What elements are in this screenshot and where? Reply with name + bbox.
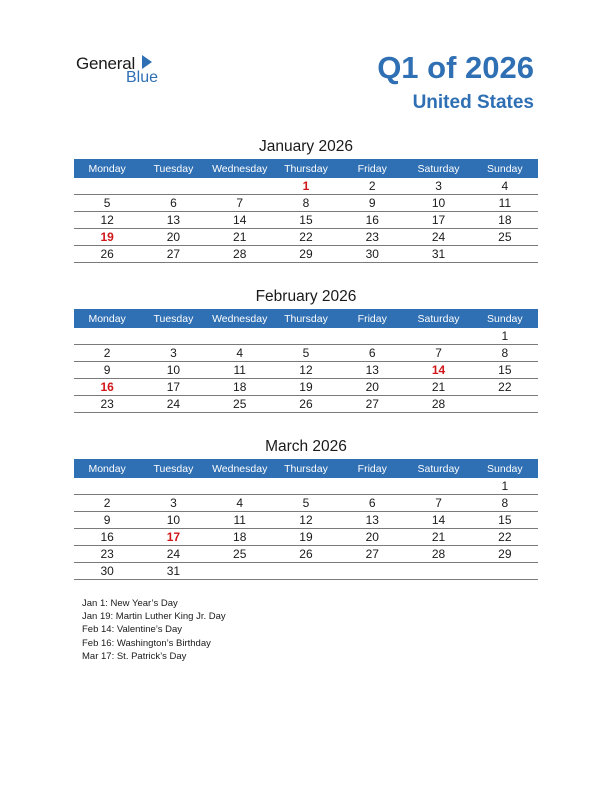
day-cell <box>339 328 405 345</box>
week-row <box>74 212 538 229</box>
holiday-item: Mar 17: St. Patrick’s Day <box>82 650 187 662</box>
weekday-header: Saturday <box>405 459 471 478</box>
day-cell: 5 <box>273 345 339 362</box>
day-cell: 11 <box>207 362 273 379</box>
holiday-day-cell: 17 <box>140 529 206 546</box>
day-cell: 22 <box>273 229 339 246</box>
month-title: March 2026 <box>265 438 347 455</box>
day-cell: 8 <box>472 495 538 512</box>
day-cell: 22 <box>472 379 538 396</box>
day-cell <box>74 478 140 495</box>
day-cell: 6 <box>339 345 405 362</box>
day-cell: 16 <box>339 212 405 229</box>
calendar-table <box>74 459 538 580</box>
day-cell <box>405 563 471 580</box>
day-cell: 18 <box>472 212 538 229</box>
weekday-header: Friday <box>339 309 405 328</box>
holiday-day-cell: 1 <box>273 178 339 195</box>
day-cell <box>273 563 339 580</box>
day-cell: 7 <box>405 345 471 362</box>
day-cell: 24 <box>405 229 471 246</box>
weekday-header: Wednesday <box>207 159 273 178</box>
holiday-item: Jan 19: Martin Luther King Jr. Day <box>82 611 226 623</box>
month-march <box>74 436 538 580</box>
day-cell: 31 <box>140 563 206 580</box>
country-name: United States <box>412 92 534 113</box>
weekday-header: Sunday <box>472 459 538 478</box>
day-cell: 31 <box>405 246 471 263</box>
day-cell: 30 <box>339 246 405 263</box>
day-cell: 15 <box>472 512 538 529</box>
day-cell: 10 <box>140 512 206 529</box>
day-cell: 14 <box>405 512 471 529</box>
logo-general-text: General <box>76 54 136 73</box>
logo-triangle-icon <box>142 55 152 69</box>
week-row <box>74 362 538 379</box>
weekday-header-row <box>74 309 538 328</box>
day-cell: 20 <box>339 379 405 396</box>
weekday-header: Wednesday <box>207 459 273 478</box>
week-row <box>74 379 538 396</box>
weekday-header: Monday <box>74 159 140 178</box>
day-cell: 5 <box>273 495 339 512</box>
day-cell: 23 <box>74 546 140 563</box>
day-cell: 24 <box>140 546 206 563</box>
day-cell <box>207 328 273 345</box>
week-row <box>74 246 538 263</box>
month-january <box>74 136 538 263</box>
week-row <box>74 178 538 195</box>
day-cell: 17 <box>405 212 471 229</box>
day-cell: 30 <box>74 563 140 580</box>
day-cell: 29 <box>472 546 538 563</box>
week-row <box>74 546 538 563</box>
day-cell <box>472 563 538 580</box>
day-cell <box>140 478 206 495</box>
holiday-item: Feb 16: Washington’s Birthday <box>82 637 211 649</box>
day-cell <box>472 396 538 413</box>
day-cell <box>339 563 405 580</box>
day-cell <box>405 328 471 345</box>
day-cell: 26 <box>273 546 339 563</box>
day-cell <box>207 478 273 495</box>
weekday-header: Saturday <box>405 159 471 178</box>
weekday-header: Tuesday <box>140 459 206 478</box>
holiday-day-cell: 14 <box>405 362 471 379</box>
month-title: February 2026 <box>255 288 357 305</box>
holiday-day-cell: 19 <box>74 229 140 246</box>
day-cell: 10 <box>405 195 471 212</box>
day-cell: 21 <box>207 229 273 246</box>
day-cell: 2 <box>74 345 140 362</box>
weekday-header-row <box>74 159 538 178</box>
holiday-item: Jan 1: New Year’s Day <box>82 598 178 609</box>
day-cell: 4 <box>207 345 273 362</box>
day-cell: 21 <box>405 529 471 546</box>
day-cell: 16 <box>74 529 140 546</box>
day-cell: 7 <box>207 195 273 212</box>
day-cell: 9 <box>74 362 140 379</box>
day-cell: 6 <box>339 495 405 512</box>
day-cell: 12 <box>273 512 339 529</box>
day-cell: 25 <box>207 396 273 413</box>
week-row <box>74 396 538 413</box>
day-cell: 28 <box>207 246 273 263</box>
day-cell: 23 <box>339 229 405 246</box>
weekday-header: Sunday <box>472 159 538 178</box>
weekday-header: Wednesday <box>207 309 273 328</box>
weekday-header: Thursday <box>273 159 339 178</box>
week-row <box>74 328 538 345</box>
day-cell <box>207 563 273 580</box>
day-cell: 29 <box>273 246 339 263</box>
day-cell: 26 <box>74 246 140 263</box>
month-february <box>74 286 538 413</box>
day-cell: 1 <box>472 328 538 345</box>
holiday-day-cell: 16 <box>74 379 140 396</box>
day-cell: 22 <box>472 529 538 546</box>
weekday-header: Sunday <box>472 309 538 328</box>
day-cell: 19 <box>273 529 339 546</box>
day-cell: 25 <box>207 546 273 563</box>
day-cell: 23 <box>74 396 140 413</box>
weekday-header: Tuesday <box>140 309 206 328</box>
day-cell <box>74 178 140 195</box>
day-cell: 11 <box>472 195 538 212</box>
day-cell: 21 <box>405 379 471 396</box>
day-cell: 15 <box>472 362 538 379</box>
day-cell: 1 <box>472 478 538 495</box>
day-cell: 28 <box>405 546 471 563</box>
weekday-header: Thursday <box>273 309 339 328</box>
day-cell: 27 <box>140 246 206 263</box>
holiday-item: Feb 14: Valentine’s Day <box>82 624 182 636</box>
day-cell: 13 <box>339 512 405 529</box>
day-cell: 12 <box>74 212 140 229</box>
day-cell: 15 <box>273 212 339 229</box>
calendar-table <box>74 309 538 413</box>
day-cell <box>140 178 206 195</box>
day-cell: 18 <box>207 379 273 396</box>
day-cell <box>140 328 206 345</box>
day-cell: 12 <box>273 362 339 379</box>
month-title: January 2026 <box>259 138 353 155</box>
day-cell: 20 <box>140 229 206 246</box>
day-cell: 11 <box>207 512 273 529</box>
day-cell: 10 <box>140 362 206 379</box>
day-cell <box>405 478 471 495</box>
weekday-header: Monday <box>74 459 140 478</box>
day-cell: 25 <box>472 229 538 246</box>
day-cell: 4 <box>207 495 273 512</box>
week-row <box>74 529 538 546</box>
day-cell: 24 <box>140 396 206 413</box>
day-cell: 8 <box>273 195 339 212</box>
day-cell <box>472 246 538 263</box>
day-cell: 2 <box>74 495 140 512</box>
day-cell: 17 <box>140 379 206 396</box>
weekday-header: Tuesday <box>140 159 206 178</box>
day-cell: 3 <box>140 345 206 362</box>
day-cell <box>74 328 140 345</box>
day-cell: 5 <box>74 195 140 212</box>
day-cell <box>273 328 339 345</box>
day-cell: 3 <box>405 178 471 195</box>
day-cell: 2 <box>339 178 405 195</box>
weekday-header: Friday <box>339 459 405 478</box>
logo <box>76 54 196 90</box>
day-cell: 9 <box>339 195 405 212</box>
logo-blue-text: Blue <box>126 69 159 86</box>
week-row <box>74 195 538 212</box>
day-cell: 27 <box>339 396 405 413</box>
day-cell: 3 <box>140 495 206 512</box>
quarter-title: Q1 of 2026 <box>377 50 534 85</box>
week-row <box>74 563 538 580</box>
week-row <box>74 512 538 529</box>
week-row <box>74 229 538 246</box>
week-row <box>74 495 538 512</box>
day-cell: 14 <box>207 212 273 229</box>
day-cell: 28 <box>405 396 471 413</box>
day-cell: 13 <box>339 362 405 379</box>
week-row <box>74 345 538 362</box>
weekday-header: Monday <box>74 309 140 328</box>
day-cell: 26 <box>273 396 339 413</box>
week-row <box>74 478 538 495</box>
day-cell: 7 <box>405 495 471 512</box>
day-cell <box>207 178 273 195</box>
weekday-header-row <box>74 459 538 478</box>
day-cell <box>273 478 339 495</box>
day-cell: 9 <box>74 512 140 529</box>
day-cell: 4 <box>472 178 538 195</box>
weekday-header: Thursday <box>273 459 339 478</box>
day-cell: 8 <box>472 345 538 362</box>
day-cell: 27 <box>339 546 405 563</box>
day-cell: 13 <box>140 212 206 229</box>
day-cell: 6 <box>140 195 206 212</box>
day-cell: 20 <box>339 529 405 546</box>
day-cell <box>339 478 405 495</box>
weekday-header: Friday <box>339 159 405 178</box>
day-cell: 19 <box>273 379 339 396</box>
holiday-list <box>82 597 226 663</box>
calendar-table <box>74 159 538 263</box>
day-cell: 18 <box>207 529 273 546</box>
weekday-header: Saturday <box>405 309 471 328</box>
